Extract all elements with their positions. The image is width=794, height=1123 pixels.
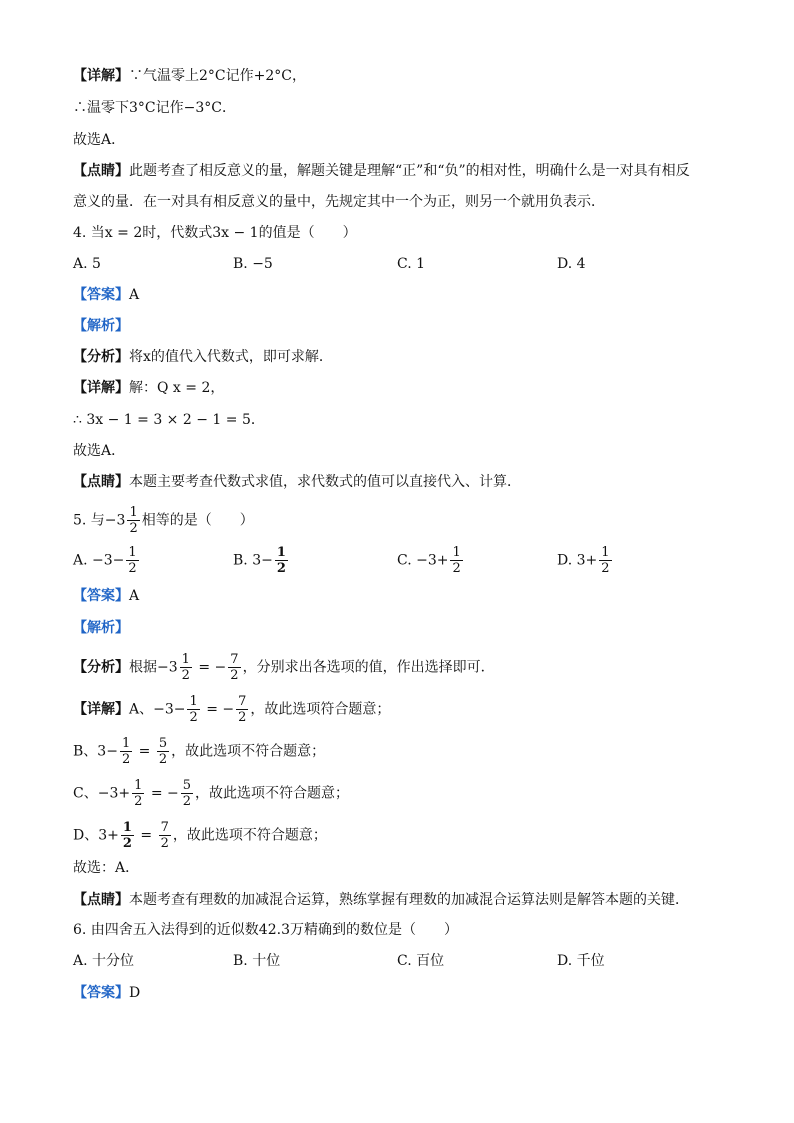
q4-analyze-text: 将x的值代入代数式，即可求解． xyxy=(129,349,333,365)
q3-choice: 故选A． xyxy=(73,132,126,148)
q5-b-mid: = xyxy=(134,743,155,760)
q4-answer-line xyxy=(73,285,139,305)
q5-c-pre: C、−3+ xyxy=(73,785,131,802)
q5-detail-line xyxy=(73,694,390,725)
denominator: 2 xyxy=(238,710,247,725)
numerator: 1 xyxy=(189,694,198,709)
q5-option-b xyxy=(233,545,290,576)
q5-option-d xyxy=(557,545,614,576)
denominator: 2 xyxy=(276,561,286,576)
numerator: 1 xyxy=(122,820,132,835)
denominator: 2 xyxy=(182,794,192,809)
q3-detail-text: ∵气温零上2°C记作+2°C， xyxy=(129,68,306,84)
q6-stem: 6. 由四舍五入法得到的近似数42.3万精确到的数位是（ ） xyxy=(73,922,458,938)
denominator: 2 xyxy=(452,561,461,576)
fraction xyxy=(181,778,193,809)
q5-analyze-line xyxy=(73,652,495,683)
numerator: 5 xyxy=(182,778,192,793)
q5-stem xyxy=(73,505,254,536)
q5-d-post: ，故此选项不符合题意； xyxy=(172,827,327,844)
q5-opt-d-label: D. 3+ xyxy=(557,552,598,569)
numerator: 1 xyxy=(134,778,143,793)
q3-comment-line-2: 意义的量．在一对具有相反意义的量中，先规定其中一个为正，则另一个就用负表示． xyxy=(73,194,605,210)
q4-option-d: D. 4 xyxy=(557,256,586,272)
q5-c-post: ，故此选项不符合题意； xyxy=(195,785,350,802)
answer-tag: 【答案】 xyxy=(73,588,129,604)
q5-detail-a-pre: A、−3− xyxy=(129,701,186,718)
fraction xyxy=(187,694,199,725)
q5-analyze-pre: 根据−3 xyxy=(129,659,178,676)
numerator: 5 xyxy=(158,736,168,751)
q6-option-c: C. 百位 xyxy=(397,953,445,969)
fraction xyxy=(599,545,611,576)
q5-comment-text: 本题考查有理数的加减混合运算，熟练掌握有理数的加减混合运算法则是解答本题的关键． xyxy=(129,892,689,908)
q3-detail-line xyxy=(73,66,306,86)
q5-analysis-tag xyxy=(73,618,129,638)
denominator: 2 xyxy=(158,752,168,767)
detail-tag: 【详解】 xyxy=(73,380,129,396)
fraction xyxy=(157,736,169,767)
analysis-tag: 【解析】 xyxy=(73,318,129,334)
q5-analyze-post: ，分别求出各选项的值，作出选择即可． xyxy=(242,659,495,676)
q5-b-post: ，故此选项不符合题意； xyxy=(171,743,326,760)
q4-option-b: B. −5 xyxy=(233,256,273,272)
q5-detail-b xyxy=(73,736,325,767)
numerator: 7 xyxy=(238,694,247,709)
q4-detail-line xyxy=(73,378,224,398)
q5-d-pre: D、3+ xyxy=(73,827,119,844)
q6-option-a: A. 十分位 xyxy=(73,953,135,969)
q6-option-d: D. 千位 xyxy=(557,953,605,969)
q4-answer: A xyxy=(129,287,140,303)
fraction xyxy=(450,545,462,576)
q5-comment-line xyxy=(73,890,689,910)
analyze-tag: 【分析】 xyxy=(73,349,129,365)
q5-detail-a-post: ，故此选项符合题意； xyxy=(250,701,391,718)
numerator: 1 xyxy=(181,652,190,667)
fraction xyxy=(275,545,288,576)
numerator: 7 xyxy=(230,652,239,667)
denominator: 2 xyxy=(129,521,138,536)
detail-tag: 【详解】 xyxy=(73,68,129,84)
q3-comment-text-1: 此题考查了相反意义的量，解题关键是理解“正”和“负”的相对性，明确什么是一对具有相反 xyxy=(129,163,690,179)
q4-comment-line xyxy=(73,472,521,492)
q5-analyze-mid: = − xyxy=(193,659,227,676)
fraction xyxy=(120,736,132,767)
denominator: 2 xyxy=(189,710,198,725)
q4-option-c: C. 1 xyxy=(397,256,426,272)
q5-detail-a-mid: = − xyxy=(201,701,235,718)
q5-stem-post: 相等的是（ ） xyxy=(141,512,254,529)
q4-comment-text: 本题主要考查代数式求值，求代数式的值可以直接代入、计算． xyxy=(129,474,521,490)
q4-detail-text: 解：Q x = 2， xyxy=(129,380,225,396)
q5-d-mid: = xyxy=(135,827,157,844)
q4-analysis-tag xyxy=(73,316,129,336)
q4-analyze-line xyxy=(73,347,333,367)
fraction xyxy=(228,652,240,683)
denominator: 2 xyxy=(230,668,239,683)
q5-detail-c xyxy=(73,778,349,809)
fraction xyxy=(236,694,248,725)
answer-tag: 【答案】 xyxy=(73,287,129,303)
comment-tag: 【点睛】 xyxy=(73,163,129,179)
q3-comment-line-1 xyxy=(73,161,690,181)
q5-answer-line xyxy=(73,586,139,606)
analysis-tag: 【解析】 xyxy=(73,620,129,636)
q5-option-c xyxy=(397,545,465,576)
denominator: 2 xyxy=(160,836,169,851)
q4-choice: 故选A． xyxy=(73,443,126,459)
fraction xyxy=(132,778,144,809)
comment-tag: 【点睛】 xyxy=(73,892,129,908)
q5-b-pre: B、3− xyxy=(73,743,118,760)
q4-stem: 4. 当x = 2时，代数式3x − 1的值是（ ） xyxy=(73,225,357,241)
numerator: 1 xyxy=(601,545,610,560)
denominator: 2 xyxy=(128,561,137,576)
q6-answer: D xyxy=(129,985,141,1001)
numerator: 1 xyxy=(121,736,131,751)
q5-choice: 故选：A． xyxy=(73,860,140,876)
fraction xyxy=(159,820,171,851)
fraction xyxy=(121,820,134,851)
q4-option-a: A. 5 xyxy=(73,256,101,272)
q5-opt-c-label: C. −3+ xyxy=(397,552,449,569)
q3-step2: ∴温零下3°C记作−3°C． xyxy=(73,100,236,116)
q5-opt-a-label: A. −3− xyxy=(73,552,125,569)
fraction xyxy=(180,652,192,683)
fraction xyxy=(127,505,139,536)
q5-answer: A xyxy=(129,588,140,604)
detail-tag: 【详解】 xyxy=(73,701,129,718)
q6-answer-line xyxy=(73,983,140,1003)
q5-option-a xyxy=(73,545,141,576)
denominator: 2 xyxy=(122,836,132,851)
numerator: 1 xyxy=(276,545,286,560)
denominator: 2 xyxy=(121,752,131,767)
fraction xyxy=(126,545,138,576)
numerator: 1 xyxy=(129,505,138,520)
q5-opt-b-label: B. 3− xyxy=(233,552,273,569)
q5-stem-pre: 5. 与−3 xyxy=(73,512,126,529)
denominator: 2 xyxy=(181,668,190,683)
numerator: 1 xyxy=(452,545,461,560)
q6-option-b: B. 十位 xyxy=(233,953,281,969)
denominator: 2 xyxy=(134,794,143,809)
answer-tag: 【答案】 xyxy=(73,985,129,1001)
numerator: 1 xyxy=(128,545,137,560)
q5-detail-d xyxy=(73,820,327,851)
denominator: 2 xyxy=(601,561,610,576)
q4-calc: ∴ 3x − 1 = 3 × 2 − 1 = 5． xyxy=(73,412,265,428)
analyze-tag: 【分析】 xyxy=(73,659,129,676)
q5-c-mid: = − xyxy=(146,785,179,802)
numerator: 7 xyxy=(160,820,169,835)
comment-tag: 【点睛】 xyxy=(73,474,129,490)
